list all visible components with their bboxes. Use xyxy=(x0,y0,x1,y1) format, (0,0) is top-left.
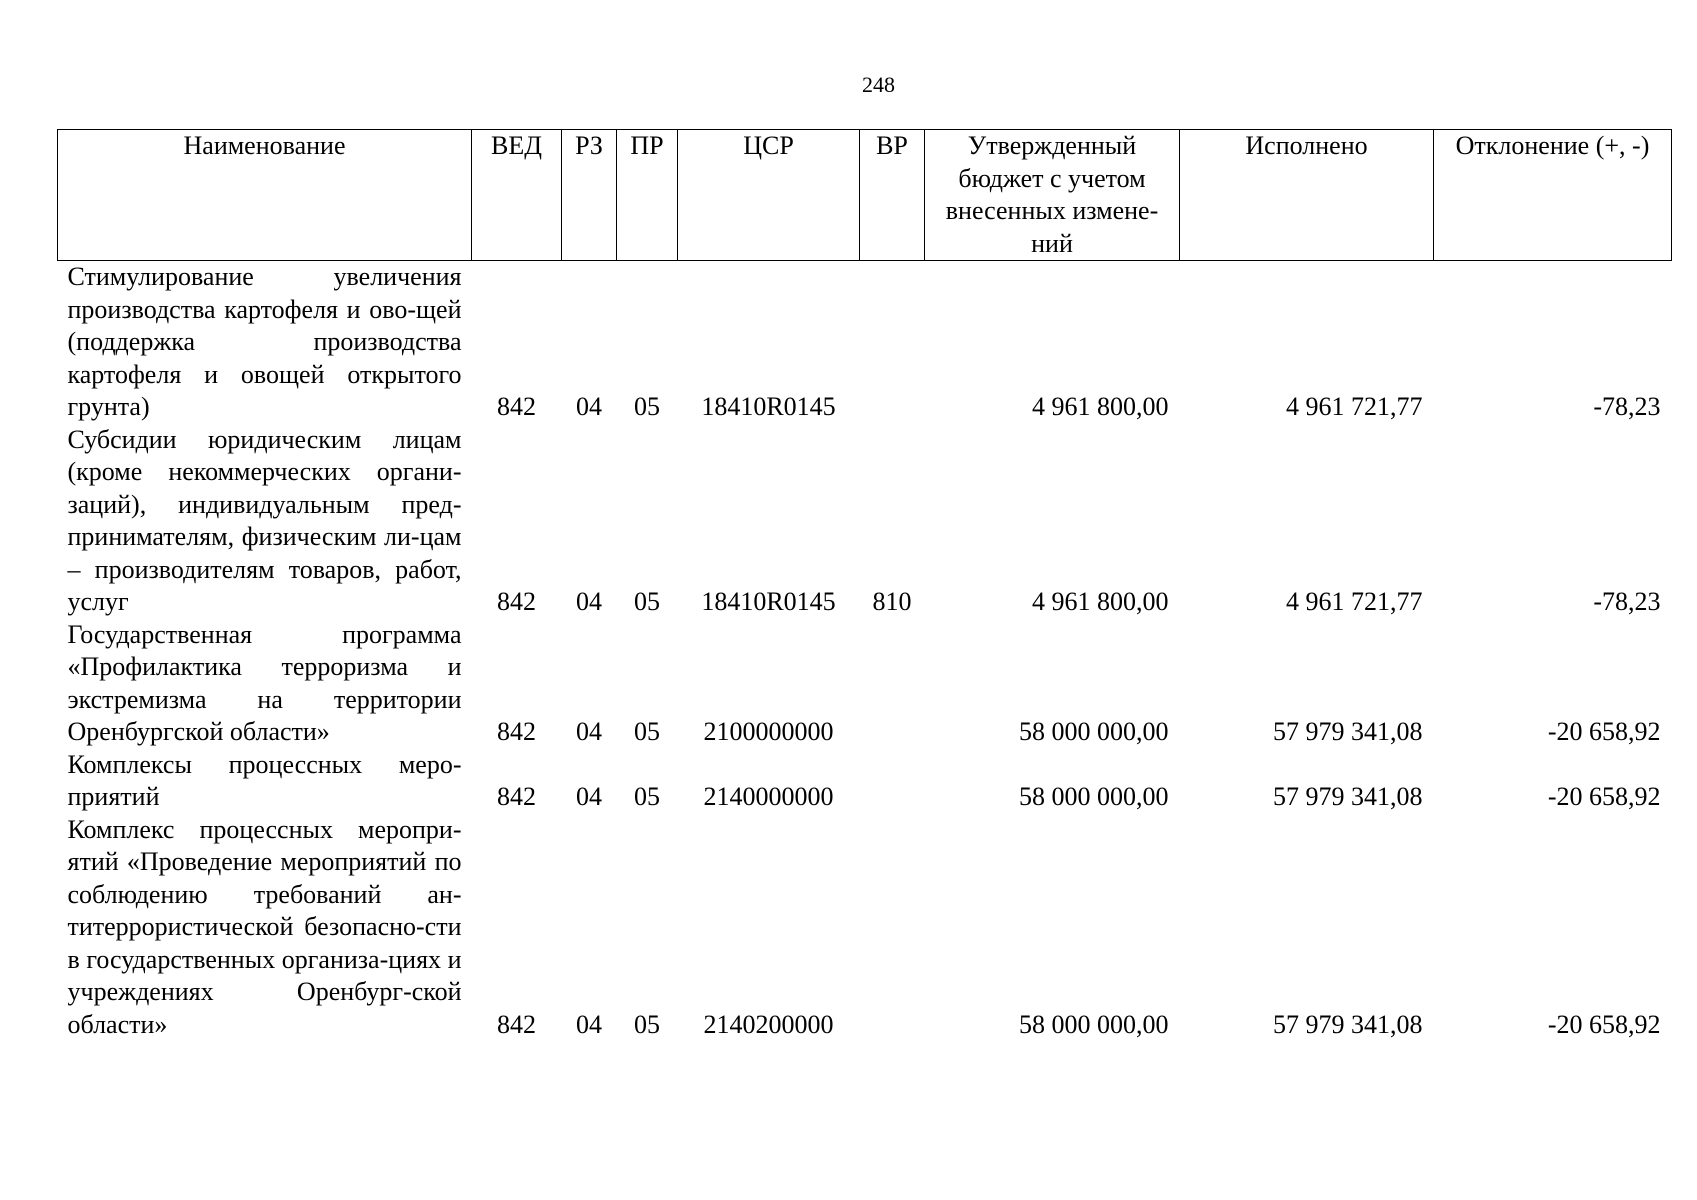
row-rz: 04 xyxy=(576,717,602,746)
header-approved: Утвержденный бюджет с учетом внесенных измене-ний xyxy=(925,130,1180,261)
header-rz: РЗ xyxy=(562,130,617,261)
row-csr: 18410R0145 xyxy=(701,392,836,421)
table-header-row xyxy=(58,130,1672,261)
budget-table xyxy=(57,129,1672,1041)
row-csr: 2140200000 xyxy=(703,1009,834,1039)
row-pr: 05 xyxy=(634,717,660,746)
table-row xyxy=(58,424,1672,619)
row-name: Комплексы процессных меро-приятий xyxy=(67,749,462,811)
row-executed: 57 979 341,08 xyxy=(1273,782,1423,811)
row-deviation: -78,23 xyxy=(1593,392,1661,421)
row-approved: 4 961 800,00 xyxy=(1032,392,1169,421)
header-pr: ПР xyxy=(617,130,678,261)
row-executed: 4 961 721,77 xyxy=(1286,392,1423,421)
row-deviation: -20 658,92 xyxy=(1547,1009,1661,1039)
row-pr: 05 xyxy=(634,587,660,616)
row-vr xyxy=(860,814,925,1042)
row-vr xyxy=(860,261,925,424)
header-deviation: Отклонение (+, -) xyxy=(1434,130,1672,261)
row-approved: 4 961 800,00 xyxy=(1032,587,1169,616)
row-vr xyxy=(860,619,925,749)
header-vr: ВР xyxy=(860,130,925,261)
row-pr: 05 xyxy=(634,782,660,811)
row-deviation: -78,23 xyxy=(1593,587,1661,616)
row-name: Комплекс процессных меропри-ятий «Проведение мероприятий по соблюдению требований ан-титеррористической безопасно-сти в государственных организа-циях и учреждениях Оренбург-ской области» xyxy=(67,814,462,1039)
row-ved: 842 xyxy=(497,1009,536,1039)
row-ved: 842 xyxy=(497,717,536,746)
header-executed: Исполнено xyxy=(1180,130,1434,261)
row-executed: 57 979 341,08 xyxy=(1273,1009,1423,1039)
row-executed: 57 979 341,08 xyxy=(1273,717,1423,746)
row-executed: 4 961 721,77 xyxy=(1286,587,1423,616)
row-ved: 842 xyxy=(497,587,536,616)
row-csr: 2100000000 xyxy=(703,717,834,746)
row-approved: 58 000 000,00 xyxy=(1019,1009,1169,1039)
row-pr: 05 xyxy=(634,392,660,421)
row-rz: 04 xyxy=(576,782,602,811)
row-name: Субсидии юридическим лицам (кроме некоммерческих органи-заций), индивидуальным пред-принимателям, физическим ли-цам – производителям товаров, работ, услуг xyxy=(67,424,462,616)
row-vr: 810 xyxy=(872,587,912,616)
row-name: Государственная программа «Профилактика терроризма и экстремизма на территории Оренбургской области» xyxy=(67,619,462,746)
header-csr: ЦСР xyxy=(678,130,860,261)
row-ved: 842 xyxy=(497,392,536,421)
table-row xyxy=(58,749,1672,814)
row-approved: 58 000 000,00 xyxy=(1019,782,1169,811)
row-pr: 05 xyxy=(634,1009,660,1039)
row-rz: 04 xyxy=(576,587,602,616)
row-ved: 842 xyxy=(497,782,536,811)
row-csr: 18410R0145 xyxy=(701,587,836,616)
row-name: Стимулирование увеличения производства картофеля и ово-щей (поддержка производства картофеля и овощей открытого грунта) xyxy=(67,262,462,421)
table-row xyxy=(58,814,1672,1042)
row-rz: 04 xyxy=(576,392,602,421)
row-rz: 04 xyxy=(576,1009,602,1039)
header-name: Наименование xyxy=(58,130,472,261)
row-approved: 58 000 000,00 xyxy=(1019,717,1169,746)
row-vr xyxy=(860,749,925,814)
table-row xyxy=(58,619,1672,749)
page-number: 248 xyxy=(862,72,895,97)
table-row xyxy=(58,261,1672,424)
row-deviation: -20 658,92 xyxy=(1547,782,1661,811)
header-ved: ВЕД xyxy=(472,130,562,261)
row-csr: 2140000000 xyxy=(703,782,834,811)
row-deviation: -20 658,92 xyxy=(1547,717,1661,746)
